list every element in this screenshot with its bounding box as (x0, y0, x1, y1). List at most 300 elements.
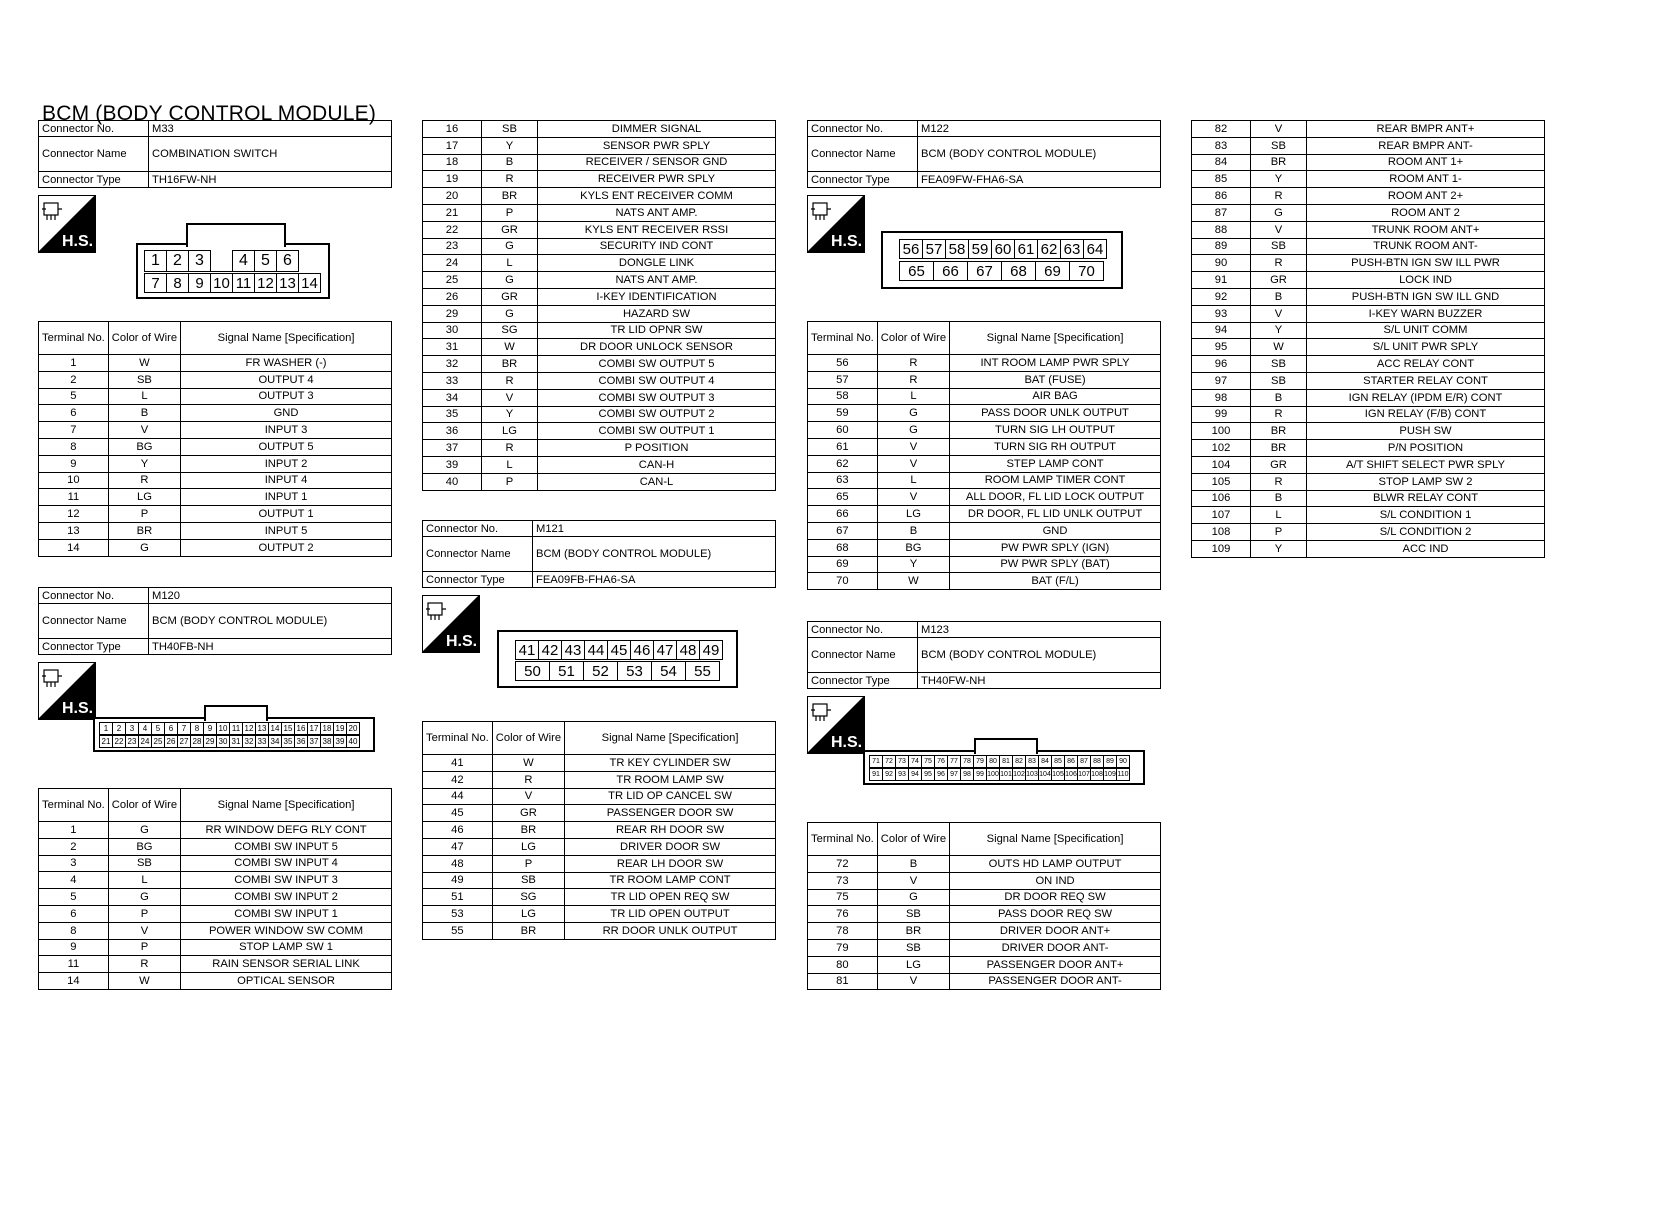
wire-color-cell: BR (482, 188, 538, 205)
terminal-no-cell: 30 (423, 322, 482, 339)
signal-name-cell: PUSH SW (1307, 423, 1545, 440)
wire-color-cell: BR (877, 923, 949, 940)
signal-name-cell: PW PWR SPLY (BAT) (950, 556, 1161, 573)
connector-pin: 72 (882, 755, 896, 768)
connector-pin: 85 (1051, 755, 1065, 768)
table-row (39, 889, 392, 906)
connector-pin: 19 (333, 722, 347, 735)
connector-pin: 10 (210, 273, 233, 293)
wire-color-cell: BR (1251, 154, 1307, 171)
terminal-no-cell: 35 (423, 406, 482, 423)
connector-pin: 107 (1077, 768, 1091, 781)
wire-color-cell: Y (482, 137, 538, 154)
connector-pin: 28 (190, 735, 204, 748)
signal-name-cell: OUTS HD LAMP OUTPUT (950, 856, 1161, 873)
table-row (423, 473, 776, 490)
signal-name-cell: ROOM ANT 1+ (1307, 154, 1545, 171)
table-row (39, 872, 392, 889)
terminal-table-m122 (807, 321, 1161, 590)
table-row (808, 973, 1161, 990)
connector-pin: 5 (254, 250, 277, 272)
signal-name-cell: DR DOOR UNLOCK SENSOR (538, 339, 776, 356)
signal-name-cell: SECURITY IND CONT (538, 238, 776, 255)
signal-name-cell: PASSENGER DOOR ANT+ (950, 956, 1161, 973)
terminal-no-cell: 23 (423, 238, 482, 255)
wire-color-cell: GR (492, 805, 564, 822)
wire-color-cell: V (877, 455, 949, 472)
label-connector-name: Connector Name (808, 137, 918, 172)
terminal-no-cell: 4 (39, 872, 109, 889)
svg-text:H.S.: H.S. (62, 233, 94, 250)
table-row (1192, 171, 1545, 188)
terminal-no-cell: 96 (1192, 356, 1251, 373)
terminal-no-cell: 99 (1192, 406, 1251, 423)
terminal-no-cell: 13 (39, 522, 109, 539)
connector-pin: 13 (255, 722, 269, 735)
terminal-no-cell: 53 (423, 906, 493, 923)
terminal-no-cell: 42 (423, 771, 493, 788)
signal-name-cell: POWER WINDOW SW COMM (181, 922, 392, 939)
table-row (808, 371, 1161, 388)
table-row (39, 455, 392, 472)
signal-name-cell: CAN-H (538, 456, 776, 473)
connector-pin: 66 (933, 261, 968, 281)
wire-color-cell: SB (108, 855, 180, 872)
table-row (1192, 255, 1545, 272)
connector-pin: 92 (882, 768, 896, 781)
connector-pin: 82 (1012, 755, 1026, 768)
terminal-no-cell: 8 (39, 922, 109, 939)
signal-name-cell: OUTPUT 2 (181, 539, 392, 556)
connector-pin: 31 (229, 735, 243, 748)
signal-name-cell: NATS ANT AMP. (538, 272, 776, 289)
connector-pin: 3 (188, 250, 211, 272)
header-signal-name: Signal Name [Specification] (950, 823, 1161, 856)
connector-pin: 79 (973, 755, 987, 768)
terminal-no-cell: 46 (423, 822, 493, 839)
connector-type-value: FEA09FW-FHA6-SA (918, 172, 1161, 188)
header-terminal-no: Terminal No. (423, 722, 493, 755)
table-row (39, 371, 392, 388)
signal-name-cell: GND (950, 522, 1161, 539)
wire-color-cell: G (877, 405, 949, 422)
table-row (423, 906, 776, 923)
terminal-no-cell: 37 (423, 440, 482, 457)
signal-name-cell: S/L UNIT PWR SPLY (1307, 339, 1545, 356)
connector-pin: 45 (607, 640, 631, 660)
connector-pin: 101 (999, 768, 1013, 781)
table-row (1192, 272, 1545, 289)
wire-color-cell: G (1251, 204, 1307, 221)
connector-pin: 93 (895, 768, 909, 781)
table-row (423, 272, 776, 289)
table-row (423, 154, 776, 171)
terminal-no-cell: 105 (1192, 473, 1251, 490)
connector-pin: 33 (255, 735, 269, 748)
wire-color-cell: BR (492, 822, 564, 839)
wire-color-cell: W (492, 755, 564, 772)
signal-name-cell: PASSENGER DOOR ANT- (950, 973, 1161, 990)
wire-color-cell: BG (877, 539, 949, 556)
table-row (1192, 490, 1545, 507)
connector-pin: 83 (1025, 755, 1039, 768)
table-row (808, 539, 1161, 556)
connector-pin: 8 (166, 273, 189, 293)
connector-pin (210, 250, 233, 272)
terminal-table-m123 (807, 822, 1161, 990)
connector-pin: 106 (1064, 768, 1078, 781)
connector-pin: 50 (515, 661, 550, 681)
wire-color-cell: R (1251, 406, 1307, 423)
terminal-no-cell: 25 (423, 272, 482, 289)
connector-pin: 61 (1014, 239, 1038, 259)
terminal-no-cell: 90 (1192, 255, 1251, 272)
wire-color-cell: P (108, 506, 180, 523)
connector-pin: 78 (960, 755, 974, 768)
terminal-no-cell: 106 (1192, 490, 1251, 507)
connector-pin: 6 (276, 250, 299, 272)
svg-text:H.S.: H.S. (831, 734, 863, 751)
table-row (1192, 456, 1545, 473)
signal-name-cell: TR LID OPEN REQ SW (565, 889, 776, 906)
connector-pin: 12 (254, 273, 277, 293)
wire-color-cell: B (877, 856, 949, 873)
table-row (808, 438, 1161, 455)
signal-name-cell: INPUT 3 (181, 422, 392, 439)
table-row (1192, 507, 1545, 524)
signal-name-cell: STARTER RELAY CONT (1307, 372, 1545, 389)
table-row (808, 506, 1161, 523)
table-row (39, 522, 392, 539)
wire-color-cell: L (877, 472, 949, 489)
wire-color-cell: B (482, 154, 538, 171)
connector-pin: 65 (899, 261, 934, 281)
terminal-no-cell: 83 (1192, 137, 1251, 154)
connector-pin: 71 (869, 755, 883, 768)
terminal-no-cell: 85 (1192, 171, 1251, 188)
table-row (1192, 204, 1545, 221)
terminal-no-cell: 84 (1192, 154, 1251, 171)
wire-color-cell: LG (877, 506, 949, 523)
terminal-no-cell: 73 (808, 872, 878, 889)
terminal-no-cell: 107 (1192, 507, 1251, 524)
table-row (39, 438, 392, 455)
label-connector-no: Connector No. (808, 622, 918, 638)
terminal-no-cell: 48 (423, 855, 493, 872)
connector-pin: 35 (281, 735, 295, 748)
terminal-no-cell: 98 (1192, 389, 1251, 406)
wire-color-cell: B (1251, 288, 1307, 305)
table-row (1192, 137, 1545, 154)
signal-name-cell: FR WASHER (-) (181, 355, 392, 372)
header-color-of-wire: Color of Wire (877, 823, 949, 856)
table-row (1192, 372, 1545, 389)
signal-name-cell: DIMMER SIGNAL (538, 121, 776, 138)
signal-name-cell: PUSH-BTN IGN SW ILL GND (1307, 288, 1545, 305)
terminal-no-cell: 14 (39, 973, 109, 990)
wire-color-cell: GR (1251, 272, 1307, 289)
wire-color-cell: L (1251, 507, 1307, 524)
wire-color-cell: W (108, 355, 180, 372)
signal-name-cell: AIR BAG (950, 388, 1161, 405)
wire-color-cell: BR (492, 922, 564, 939)
table-row (808, 455, 1161, 472)
signal-name-cell: TR LID OPNR SW (538, 322, 776, 339)
label-connector-type: Connector Type (39, 639, 149, 655)
terminal-no-cell: 81 (808, 973, 878, 990)
table-row (808, 472, 1161, 489)
wire-color-cell: B (877, 522, 949, 539)
signal-name-cell: COMBI SW OUTPUT 5 (538, 356, 776, 373)
connector-pin: 11 (229, 722, 243, 735)
connector-pin: 15 (281, 722, 295, 735)
table-row (423, 755, 776, 772)
signal-name-cell: COMBI SW INPUT 2 (181, 889, 392, 906)
signal-name-cell: NATS ANT AMP. (538, 204, 776, 221)
table-row (423, 238, 776, 255)
connector-pin: 23 (125, 735, 139, 748)
terminal-no-cell: 2 (39, 371, 109, 388)
signal-name-cell: TR LID OPEN OUTPUT (565, 906, 776, 923)
header-terminal-no: Terminal No. (808, 823, 878, 856)
wire-color-cell: R (108, 472, 180, 489)
terminal-no-cell: 109 (1192, 540, 1251, 557)
signal-name-cell: OUTPUT 1 (181, 506, 392, 523)
table-row (39, 489, 392, 506)
signal-name-cell: TR ROOM LAMP CONT (565, 872, 776, 889)
terminal-no-cell: 79 (808, 939, 878, 956)
terminal-table-m33 (38, 321, 392, 557)
signal-name-cell: ROOM LAMP TIMER CONT (950, 472, 1161, 489)
connector-pin: 57 (922, 239, 946, 259)
terminal-no-cell: 55 (423, 922, 493, 939)
wire-color-cell: P (482, 473, 538, 490)
label-connector-type: Connector Type (808, 172, 918, 188)
connector-pin: 27 (177, 735, 191, 748)
terminal-no-cell: 49 (423, 872, 493, 889)
terminal-no-cell: 26 (423, 288, 482, 305)
terminal-no-cell: 88 (1192, 221, 1251, 238)
terminal-no-cell: 2 (39, 838, 109, 855)
signal-name-cell: PW PWR SPLY (IGN) (950, 539, 1161, 556)
connector-pin: 89 (1103, 755, 1117, 768)
connector-m120-face (93, 717, 375, 752)
signal-name-cell: DONGLE LINK (538, 255, 776, 272)
table-row (1192, 524, 1545, 541)
terminal-no-cell: 80 (808, 956, 878, 973)
wire-color-cell: G (877, 422, 949, 439)
table-row (423, 204, 776, 221)
terminal-no-cell: 102 (1192, 440, 1251, 457)
terminal-no-cell: 65 (808, 489, 878, 506)
label-connector-name: Connector Name (808, 638, 918, 673)
connector-pin: 103 (1025, 768, 1039, 781)
connector-name-value: BCM (BODY CONTROL MODULE) (918, 137, 1161, 172)
table-row (39, 838, 392, 855)
connector-pin: 96 (934, 768, 948, 781)
table-row (39, 822, 392, 839)
connector-pin: 13 (276, 273, 299, 293)
signal-name-cell: STOP LAMP SW 1 (181, 939, 392, 956)
signal-name-cell: RAIN SENSOR SERIAL LINK (181, 956, 392, 973)
signal-name-cell: REAR RH DOOR SW (565, 822, 776, 839)
connector-pin: 54 (651, 661, 686, 681)
table-row (1192, 188, 1545, 205)
connector-pin: 67 (967, 261, 1002, 281)
wire-color-cell: BG (108, 438, 180, 455)
connector-pin: 74 (908, 755, 922, 768)
connector-type-value: TH40FW-NH (918, 673, 1161, 689)
wire-color-cell: Y (108, 455, 180, 472)
connector-pin: 76 (934, 755, 948, 768)
wire-color-cell: P (108, 939, 180, 956)
wire-color-cell: R (1251, 473, 1307, 490)
wire-color-cell: B (1251, 490, 1307, 507)
table-row (808, 906, 1161, 923)
terminal-no-cell: 56 (808, 355, 878, 372)
signal-name-cell: PASS DOOR REQ SW (950, 906, 1161, 923)
signal-name-cell: HAZARD SW (538, 305, 776, 322)
connector-m33-face (136, 243, 330, 299)
wire-color-cell: G (877, 889, 949, 906)
connector-pin: 104 (1038, 768, 1052, 781)
wire-color-cell: SB (877, 906, 949, 923)
signal-name-cell: OUTPUT 5 (181, 438, 392, 455)
table-row (423, 339, 776, 356)
header-color-of-wire: Color of Wire (877, 322, 949, 355)
terminal-no-cell: 34 (423, 389, 482, 406)
connector-pin: 42 (538, 640, 562, 660)
terminal-no-cell: 66 (808, 506, 878, 523)
terminal-no-cell: 9 (39, 939, 109, 956)
table-row (808, 489, 1161, 506)
wire-color-cell: BG (108, 838, 180, 855)
wire-color-cell: BR (1251, 423, 1307, 440)
terminal-no-cell: 92 (1192, 288, 1251, 305)
terminal-table-m121 (422, 721, 776, 940)
wire-color-cell: LG (492, 906, 564, 923)
terminal-no-cell: 29 (423, 305, 482, 322)
table-row (423, 805, 776, 822)
signal-name-cell: ROOM ANT 2+ (1307, 188, 1545, 205)
wire-color-cell: R (482, 440, 538, 457)
signal-name-cell: S/L CONDITION 1 (1307, 507, 1545, 524)
table-row (423, 440, 776, 457)
terminal-no-cell: 87 (1192, 204, 1251, 221)
signal-name-cell: COMBI SW OUTPUT 1 (538, 423, 776, 440)
connector-pin: 32 (242, 735, 256, 748)
table-row (1192, 305, 1545, 322)
terminal-no-cell: 76 (808, 906, 878, 923)
wire-color-cell: BR (482, 356, 538, 373)
connector-pin: 18 (320, 722, 334, 735)
table-row (1192, 389, 1545, 406)
connector-name-value: BCM (BODY CONTROL MODULE) (533, 537, 776, 572)
connector-name-value: COMBINATION SWITCH (149, 137, 392, 172)
connector-pin: 69 (1035, 261, 1070, 281)
connector-pin: 58 (945, 239, 969, 259)
connector-pin: 2 (166, 250, 189, 272)
signal-name-cell: ROOM ANT 1- (1307, 171, 1545, 188)
wire-color-cell: SB (1251, 238, 1307, 255)
terminal-no-cell: 9 (39, 455, 109, 472)
terminal-no-cell: 60 (808, 422, 878, 439)
wire-color-cell: V (877, 489, 949, 506)
table-row (39, 922, 392, 939)
wire-color-cell: P (492, 855, 564, 872)
table-row (39, 905, 392, 922)
wire-color-cell: V (1251, 305, 1307, 322)
connector-m122-info (807, 120, 1161, 188)
wire-color-cell: P (482, 204, 538, 221)
wire-color-cell: LG (492, 838, 564, 855)
signal-name-cell: BAT (F/L) (950, 573, 1161, 590)
signal-name-cell: COMBI SW INPUT 5 (181, 838, 392, 855)
connector-pin: 1 (99, 722, 113, 735)
connector-pin: 98 (960, 768, 974, 781)
connector-pin: 81 (999, 755, 1013, 768)
wire-color-cell: V (1251, 121, 1307, 138)
terminal-no-cell: 41 (423, 755, 493, 772)
table-row (808, 889, 1161, 906)
terminal-no-cell: 5 (39, 388, 109, 405)
signal-name-cell: INT ROOM LAMP PWR SPLY (950, 355, 1161, 372)
terminal-no-cell: 31 (423, 339, 482, 356)
connector-pin: 108 (1090, 768, 1104, 781)
connector-type-value: TH40FB-NH (149, 639, 392, 655)
wire-color-cell: R (108, 956, 180, 973)
table-row (808, 522, 1161, 539)
connector-pin: 38 (320, 735, 334, 748)
header-color-of-wire: Color of Wire (108, 789, 180, 822)
table-row (1192, 238, 1545, 255)
terminal-no-cell: 78 (808, 923, 878, 940)
terminal-no-cell: 6 (39, 905, 109, 922)
terminal-no-cell: 63 (808, 472, 878, 489)
connector-pin: 90 (1116, 755, 1130, 768)
table-row (423, 838, 776, 855)
signal-name-cell: COMBI SW INPUT 1 (181, 905, 392, 922)
table-row (423, 788, 776, 805)
signal-name-cell: DR DOOR REQ SW (950, 889, 1161, 906)
terminal-no-cell: 75 (808, 889, 878, 906)
label-connector-type: Connector Type (423, 572, 533, 588)
wire-color-cell: G (482, 272, 538, 289)
table-row (1192, 121, 1545, 138)
terminal-no-cell: 12 (39, 506, 109, 523)
table-row (808, 422, 1161, 439)
connector-pin: 59 (968, 239, 992, 259)
signal-name-cell: TRUNK ROOM ANT+ (1307, 221, 1545, 238)
table-row (808, 856, 1161, 873)
connector-pin: 68 (1001, 261, 1036, 281)
signal-name-cell: COMBI SW OUTPUT 4 (538, 372, 776, 389)
signal-name-cell: IGN RELAY (F/B) CONT (1307, 406, 1545, 423)
table-row (39, 939, 392, 956)
terminal-no-cell: 24 (423, 255, 482, 272)
table-row (1192, 154, 1545, 171)
page-title: BCM (BODY CONTROL MODULE) (42, 102, 377, 125)
signal-name-cell: STEP LAMP CONT (950, 455, 1161, 472)
header-signal-name: Signal Name [Specification] (950, 322, 1161, 355)
signal-name-cell: ROOM ANT 2 (1307, 204, 1545, 221)
connector-pin: 53 (617, 661, 652, 681)
connector-pin: 105 (1051, 768, 1065, 781)
terminal-no-cell: 1 (39, 822, 109, 839)
signal-name-cell: INPUT 2 (181, 455, 392, 472)
terminal-no-cell: 62 (808, 455, 878, 472)
connector-pin: 22 (112, 735, 126, 748)
